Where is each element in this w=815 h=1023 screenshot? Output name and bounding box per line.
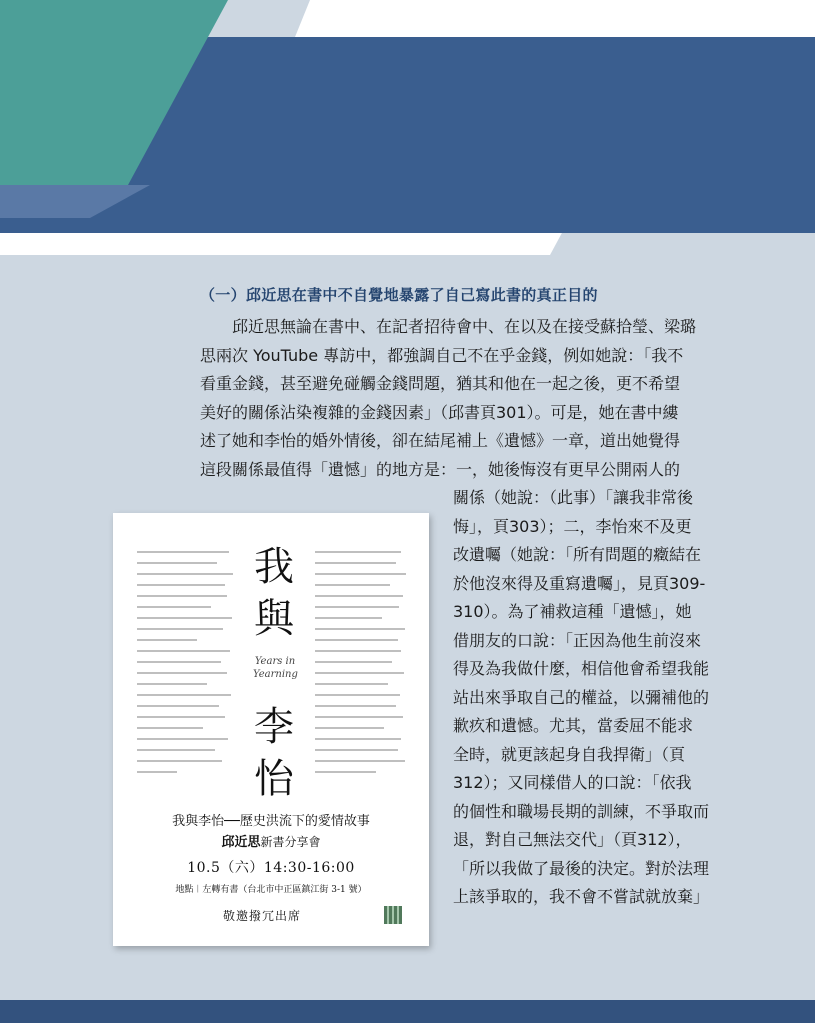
paragraph-line: 這段關係最值得「遺憾」的地方是：一，她後悔沒有更早公開兩人的 [200, 459, 681, 479]
paragraph-line: 312）；又同樣借人的口說：「依我 [453, 773, 692, 792]
poster-event-line [113, 831, 429, 850]
paragraph-line: 310）。為了補救這種「遺憾」，她 [453, 602, 692, 621]
paragraph-line: 思兩次 YouTube 專訪中，都強調自己不在乎金錢，例如她說：「我不 [200, 345, 684, 365]
paragraph-line: 看重金錢，甚至避免碰觸金錢問題，猶其和他在一起之後，更不希望 [200, 374, 681, 393]
poster-venue: 地點︱左轉有書（台北市中正區鎮江街 3-1 號） [175, 885, 367, 895]
paragraph-line: 美好的關係沾染複雜的金錢因素」（邱書頁301）。可是，她在書中縷 [200, 402, 679, 422]
section-heading: （一）邱近思在書中不自覺地暴露了自己寫此書的真正目的 [200, 286, 598, 304]
handwriting-texture-right [315, 551, 411, 782]
paragraph-line: 悔」，頁303）；二，李怡來不及更 [453, 516, 692, 536]
paragraph-line: 退，對自己無法交代」（頁312）， [453, 830, 692, 849]
paragraph-line: 得及為我做什麼，相信他會希望我能 [453, 659, 710, 678]
poster-datetime: 10.5（六）14:30-16:00 [187, 860, 355, 876]
paragraph-line: 歉疚和遺憾。尤其，當委屈不能求 [453, 716, 694, 735]
title-char: 怡 [254, 756, 294, 802]
poster-english-title [253, 655, 297, 681]
banner-white-wedge [295, 0, 815, 37]
poster-subtitle: 我與李怡──歷史洪流下的愛情故事 [172, 814, 370, 829]
header-banner [0, 0, 815, 255]
paragraph-line: 上該爭取的，我不會不嘗試就放棄」 [453, 887, 710, 906]
paragraph-line: 的個性和職場長期的訓練，不爭取而 [453, 801, 710, 821]
paragraph-line: 「所以我做了最後的決定。對於法理 [453, 858, 710, 878]
paragraph-line: 改遺囑（她說：「所有問題的癥結在 [453, 545, 702, 564]
handwriting-texture-left [137, 551, 237, 782]
english-title-line: Yearning [253, 669, 298, 680]
paragraph-line: 邱近思無論在書中、在記者招待會中、在以及在接受蘇拾瑩、梁璐 [232, 317, 697, 336]
english-title-line: Years in [254, 656, 296, 667]
body-paragraph-full-width [200, 313, 745, 484]
paragraph-line: 全時，就更該起身自我捍衛」（頁 [453, 744, 686, 764]
paragraph-line: 借朋友的口說：「正因為他生前沒來 [453, 630, 702, 650]
qr-code-icon [384, 906, 402, 924]
paragraph-line: 站出來爭取自己的權益，以彌補他的 [453, 687, 710, 707]
paragraph-line: 於他沒來得及重寫遺囑」，見頁309- [453, 573, 706, 593]
footer-bar [0, 1000, 815, 1023]
title-char: 我 [254, 544, 294, 590]
title-char: 李 [254, 704, 294, 750]
poster-invite: 敬邀撥冗出席 [223, 909, 302, 923]
body-paragraph-wrapped [453, 484, 745, 912]
paragraph-line: 關係（她說：（此事）「讓我非常後 [453, 488, 694, 507]
title-char: 與 [254, 596, 294, 642]
book-event-poster [113, 513, 429, 946]
poster-author: 邱近思 [221, 835, 261, 850]
poster-event-suffix: 新書分享會 [260, 835, 321, 849]
paragraph-line: 述了她和李怡的婚外情後，卻在結尾補上《遺憾》一章，道出她覺得 [200, 431, 681, 450]
